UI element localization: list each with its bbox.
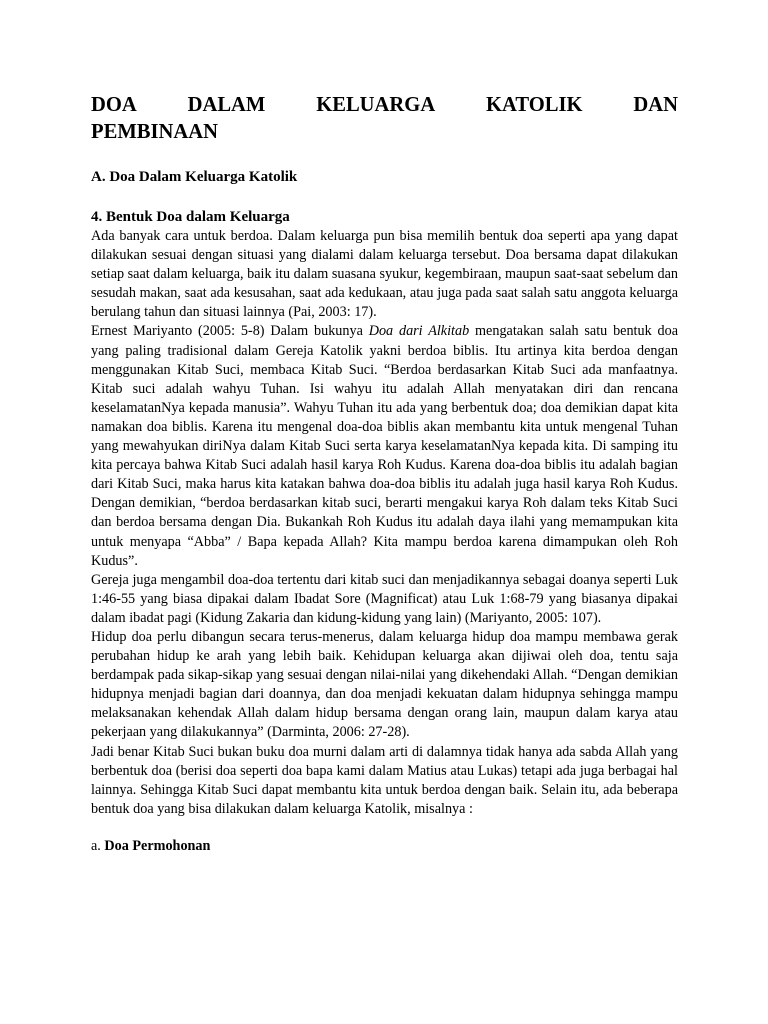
title-word: KELUARGA <box>316 94 436 116</box>
document-title <box>91 92 678 146</box>
subsection-heading: 4. Bentuk Doa dalam Keluarga <box>91 209 290 225</box>
list-item-marker: a. <box>91 837 105 854</box>
paragraph-3: Gereja juga mengambil doa-doa tertentu dari kitab suci dan menjadikannya sebagai doanya seperti Luk 1:46-55 yang biasa dipakai dalam Ibadat Sore (Magnificat) atau Luk 1:68-79 yang biasanya dipakai dalam ibadat pagi (Kidung Zakaria dan kidung-kidung yang lain) (Mariyanto, 2005: 107). <box>91 571 678 626</box>
title-word: DALAM <box>187 94 266 116</box>
title-line-1 <box>91 92 678 119</box>
paragraph-4: Hidup doa perlu dibangun secara terus-menerus, dalam keluarga hidup doa mampu membawa gerak perubahan hidup ke arah yang lebih baik. Kehidupan keluarga akan dijiwai oleh doa, tentu saja berdampak pada sikap-sikap yang sesuai dengan nilai-nilai yang dikehendaki Allah. “Dengan demikian hidupnya menjadi bagian dari doannya, dan doa menjadi kekuatan dalam hidupnya sehingga mampu melaksanakan kehendak Allah dalam hidup bersama dengan orang lain, maupun dalam karya atau pekerjaan yang dilakukannya” (Darminta, 2006: 27-28). <box>91 628 678 741</box>
list-item-label: Doa Permohonan <box>104 837 211 854</box>
list-item <box>91 837 678 856</box>
title-word: DAN <box>633 94 678 116</box>
paragraph-2 <box>91 322 678 570</box>
title-line-2: PEMBINAAN <box>91 121 218 143</box>
book-title: Doa dari Alkitab <box>368 323 470 340</box>
section-heading: A. Doa Dalam Keluarga Katolik <box>91 169 298 185</box>
paragraph-2-text-b: mengatakan salah satu bentuk doa yang paling tradisional dalam Gereja Katolik yakni berdoa biblis. Itu artinya kita berdoa dengan menggunakan Kitab Suci, membaca Kitab Suci. “Berdoa berdasarkan Kitab Suci ada manfaatnya. Kitab suci adalah wahyu Tuhan. Isi wahyu itu adalah Allah menyatakan diri dan rencana keselamatanNya kepada manusia”. Wahyu Tuhan itu ada yang berbentuk doa; doa demikian dapat kita namakan doa biblis. Karena itu mengenal doa-doa biblis akan membantu kita untuk mengenal Tuhan yang mewahyukan diriNya dalam Kitab Suci serta karya keselamatanNya kepada kita. Di samping itu kita percaya bahwa Kitab Suci adalah hasil karya Roh Kudus. Karena doa-doa biblis itu adalah bagian dari Kitab Suci, maka harus kita katakan bahwa doa-doa biblis itu adalah juga hasil karya Roh Kudus. Dengan demikian, “berdoa berdasarkan kitab suci, berarti mengakui karya Roh dalam teks Kitab Suci dan berdoa bersama dengan Dia. Bukankah Roh Kudus itu adalah daya ilahi yang memampukan kita untuk menyapa “Abba” / Bapa kepada Allah? Kita mampu berdoa karena dimampukan oleh Roh Kudus”. <box>91 323 678 569</box>
paragraph-2-text-a: Ernest Mariyanto (2005: 5-8) Dalam bukunya <box>91 323 369 340</box>
paragraph-5: Jadi benar Kitab Suci bukan buku doa murni dalam arti di dalamnya tidak hanya ada sabda Allah yang berbentuk doa (berisi doa seperti doa bapa kami dalam Matius atau Lukas) tetapi ada juga berbagai hal lainnya. Sehingga Kitab Suci dapat membantu kita untuk berdoa dengan baik. Selain itu, ada beberapa bentuk doa yang bisa dilakukan dalam keluarga Katolik, misalnya : <box>91 743 678 817</box>
title-word: KATOLIK <box>486 94 583 116</box>
title-word: DOA <box>91 94 137 116</box>
paragraph-1: Ada banyak cara untuk berdoa. Dalam keluarga pun bisa memilih bentuk doa seperti apa yang dapat dilakukan sesuai dengan situasi yang dialami dalam keluarga tersebut. Doa bersama dapat dilakukan setiap saat dalam keluarga, baik itu dalam suasana syukur, kegembiraan, maupun saat-saat sebelum dan sesudah makan, saat ada kesusahan, saat ada kedukaan, atau juga pada saat salah satu anggota keluarga berulang tahun dan situasi lainnya (Pai, 2003: 17). <box>91 228 678 321</box>
document-page <box>91 92 678 856</box>
